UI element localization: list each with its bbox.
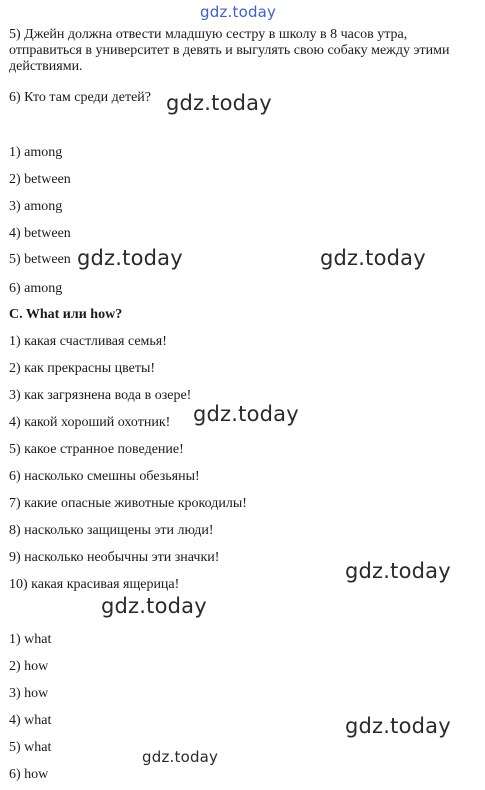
answer-b-5: 5) between [9, 252, 71, 267]
answer-c-5: 5) what [9, 740, 52, 755]
answer-c-6: 6) how [9, 767, 49, 782]
section-c-item-3: 3) как загрязнена вода в озере! [9, 388, 192, 403]
answer-b-3: 3) among [9, 199, 63, 214]
answer-c-1: 1) what [9, 632, 52, 647]
watermark-8: gdz.today [142, 748, 219, 766]
watermark-4: gdz.today [193, 402, 299, 426]
answer-b-4: 4) between [9, 226, 71, 241]
section-c-item-10: 10) какая красивая ящерица! [9, 577, 180, 592]
watermark-5: gdz.today [345, 559, 451, 583]
section-c-item-7: 7) какие опасные животные крокодилы! [9, 496, 247, 511]
watermark-2: gdz.today [77, 246, 183, 270]
section-c-item-2: 2) как прекрасны цветы! [9, 361, 156, 376]
answer-c-3: 3) how [9, 686, 49, 701]
task-6-question: 6) Кто там среди детей? [9, 90, 151, 105]
section-c-item-6: 6) насколько смешны обезьяны! [9, 469, 200, 484]
answer-b-1: 1) among [9, 145, 63, 160]
watermark-3: gdz.today [320, 246, 426, 270]
section-c-item-1: 1) какая счастливая семья! [9, 334, 167, 349]
watermark-7: gdz.today [345, 714, 451, 738]
watermark-6: gdz.today [101, 594, 207, 618]
answer-c-4: 4) what [9, 713, 52, 728]
watermark-1: gdz.today [166, 91, 272, 115]
answer-b-2: 2) between [9, 172, 71, 187]
section-c-item-8: 8) насколько защищены эти люди! [9, 523, 214, 538]
section-c-item-5: 5) какое странное поведение! [9, 442, 184, 457]
watermark-top: gdz.today [200, 3, 277, 21]
section-c-heading: C. What или how? [9, 307, 123, 322]
answer-b-6: 6) among [9, 281, 63, 296]
answer-c-2: 2) how [9, 659, 49, 674]
section-c-item-9: 9) насколько необычны эти значки! [9, 550, 220, 565]
task-5-paragraph: 5) Джейн должна отвести младшую сестру в школу в 8 часов утра, отправиться в университет в девять и выгулять свою собаку между этими действиями. [9, 27, 450, 74]
section-c-item-4: 4) какой хороший охотник! [9, 415, 171, 430]
